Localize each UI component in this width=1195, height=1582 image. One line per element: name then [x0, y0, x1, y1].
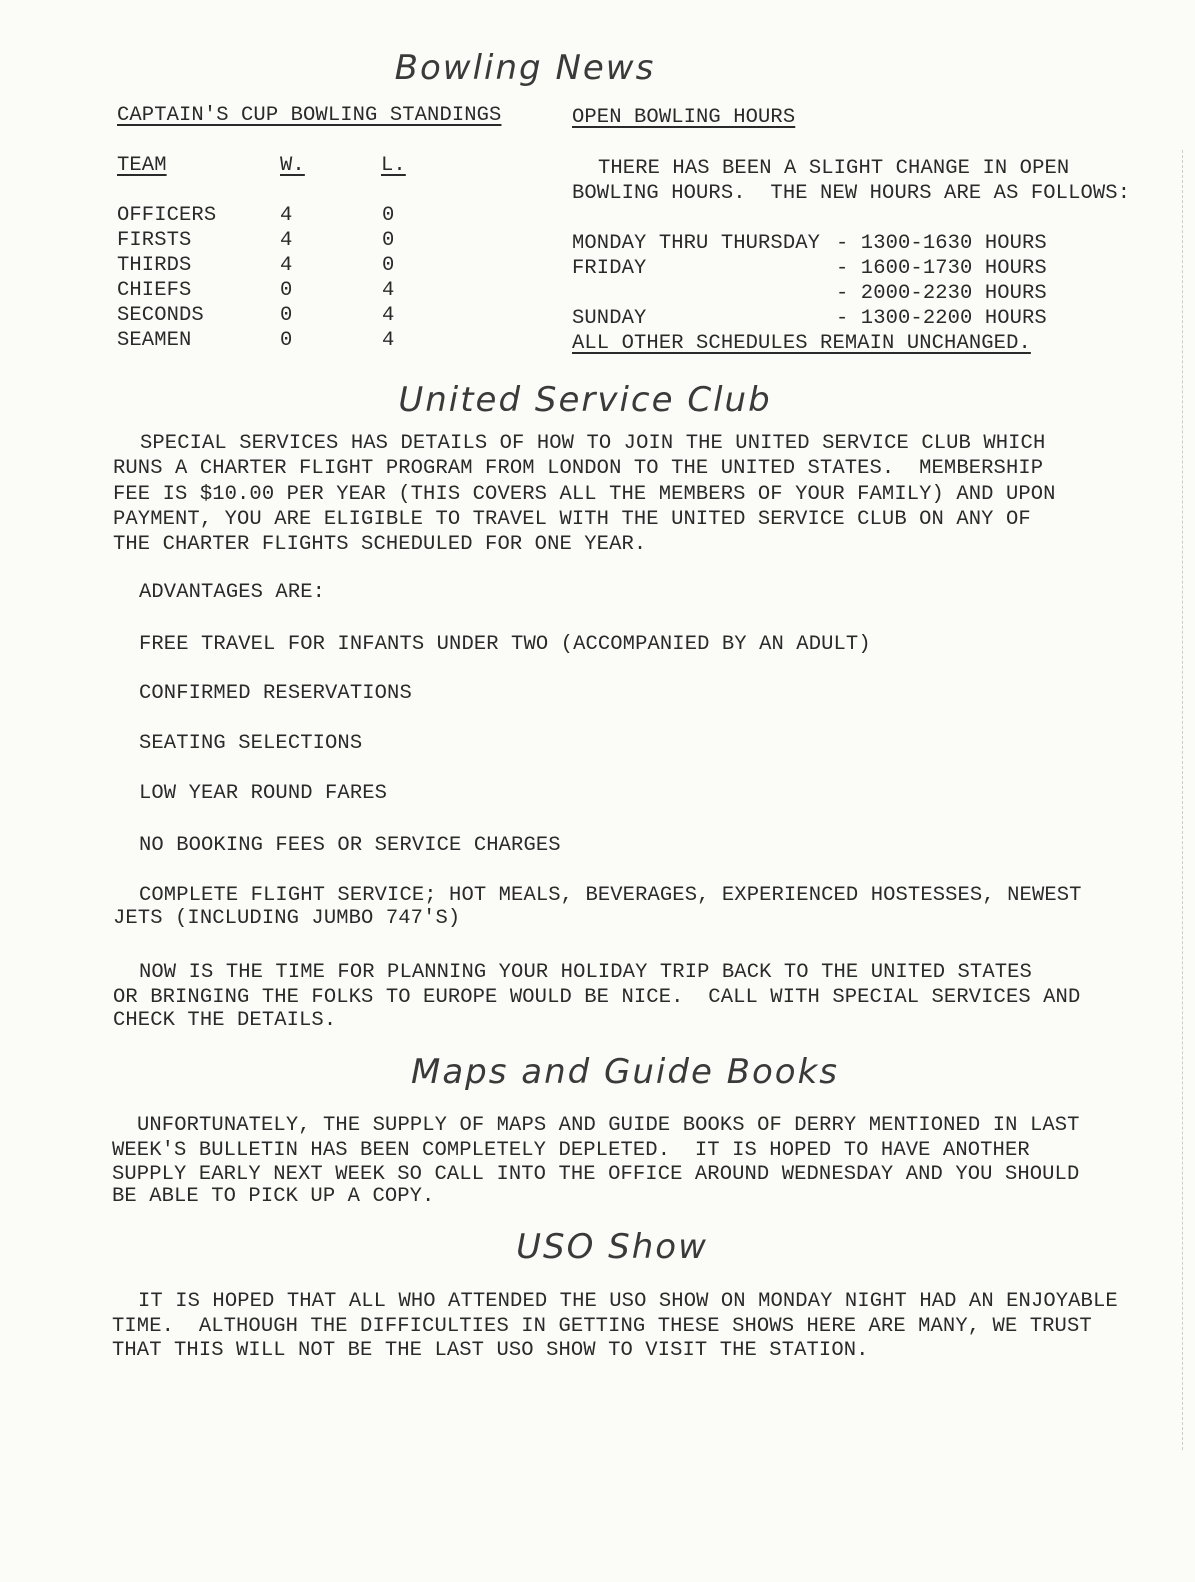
- usc-heading: United Service Club: [398, 380, 772, 420]
- losses: 0: [382, 229, 395, 252]
- standings-header: CAPTAIN'S CUP BOWLING STANDINGS: [117, 104, 502, 127]
- schedule-hours: - 1300-1630 HOURS: [836, 232, 1047, 255]
- maps-heading: Maps and Guide Books: [410, 1052, 840, 1092]
- wins: 4: [280, 229, 293, 252]
- advantage-item: SEATING SELECTIONS: [139, 732, 363, 755]
- uso-heading: USO Show: [516, 1227, 708, 1267]
- advantages-label: ADVANTAGES ARE:: [139, 581, 326, 604]
- wins: 0: [280, 304, 293, 327]
- usc-paragraph-line: PAYMENT, YOU ARE ELIGIBLE TO TRAVEL WITH THE UNITED SERVICE CLUB ON ANY OF: [113, 508, 1031, 531]
- schedule-hours: - 1600-1730 HOURS: [836, 257, 1047, 280]
- col-l: L.: [381, 154, 406, 177]
- hours-intro-line: THERE HAS BEEN A SLIGHT CHANGE IN OPEN: [598, 157, 1070, 180]
- advantage-item: FREE TRAVEL FOR INFANTS UNDER TWO (ACCOMPANIED BY AN ADULT): [139, 633, 871, 656]
- team: OFFICERS: [117, 204, 217, 227]
- maps-paragraph-line: UNFORTUNATELY, THE SUPPLY OF MAPS AND GUIDE BOOKS OF DERRY MENTIONED IN LAST: [137, 1114, 1080, 1137]
- flight-service-line: COMPLETE FLIGHT SERVICE; HOT MEALS, BEVERAGES, EXPERIENCED HOSTESSES, NEWEST: [139, 884, 1082, 907]
- usc-paragraph-line: RUNS A CHARTER FLIGHT PROGRAM FROM LONDON TO THE UNITED STATES. MEMBERSHIP: [113, 457, 1044, 480]
- usc-paragraph-line: THE CHARTER FLIGHTS SCHEDULED FOR ONE YEAR.: [113, 533, 647, 556]
- col-w: W.: [280, 154, 305, 177]
- flight-service-line: JETS (INCLUDING JUMBO 747'S): [113, 907, 461, 930]
- uso-paragraph-line: THAT THIS WILL NOT BE THE LAST USO SHOW TO VISIT THE STATION.: [112, 1339, 869, 1362]
- team: CHIEFS: [117, 279, 192, 302]
- losses: 0: [382, 254, 395, 277]
- bowling-news-heading: Bowling News: [394, 48, 656, 88]
- hours-intro-line: BOWLING HOURS. THE NEW HOURS ARE AS FOLLOWS:: [572, 182, 1131, 205]
- losses: 4: [382, 329, 395, 352]
- schedule-note: ALL OTHER SCHEDULES REMAIN UNCHANGED.: [572, 332, 1031, 355]
- usc-closing-line: CHECK THE DETAILS.: [113, 1009, 337, 1032]
- wins: 0: [280, 329, 293, 352]
- maps-paragraph-line: WEEK'S BULLETIN HAS BEEN COMPLETELY DEPLETED. IT IS HOPED TO HAVE ANOTHER: [112, 1139, 1030, 1162]
- usc-paragraph-line: SPECIAL SERVICES HAS DETAILS OF HOW TO JOIN THE UNITED SERVICE CLUB WHICH: [140, 432, 1046, 455]
- schedule-hours: - 1300-2200 HOURS: [836, 307, 1047, 330]
- losses: 4: [382, 304, 395, 327]
- usc-closing-line: OR BRINGING THE FOLKS TO EUROPE WOULD BE NICE. CALL WITH SPECIAL SERVICES AND: [113, 986, 1081, 1009]
- team: SEAMEN: [117, 329, 192, 352]
- uso-paragraph-line: TIME. ALTHOUGH THE DIFFICULTIES IN GETTING THESE SHOWS HERE ARE MANY, WE TRUST: [112, 1315, 1092, 1338]
- page-edge: [1181, 150, 1183, 1450]
- maps-paragraph-line: BE ABLE TO PICK UP A COPY.: [112, 1185, 435, 1208]
- team: FIRSTS: [117, 229, 192, 252]
- usc-closing-line: NOW IS THE TIME FOR PLANNING YOUR HOLIDAY TRIP BACK TO THE UNITED STATES: [139, 961, 1032, 984]
- col-team: TEAM: [117, 154, 167, 177]
- losses: 4: [382, 279, 395, 302]
- schedule-day: MONDAY THRU THURSDAY: [572, 232, 821, 255]
- schedule-day: SUNDAY: [572, 307, 647, 330]
- advantage-item: LOW YEAR ROUND FARES: [139, 782, 388, 805]
- maps-paragraph-line: SUPPLY EARLY NEXT WEEK SO CALL INTO THE OFFICE AROUND WEDNESDAY AND YOU SHOULD: [112, 1163, 1080, 1186]
- team: THIRDS: [117, 254, 192, 277]
- schedule-hours: - 2000-2230 HOURS: [836, 282, 1047, 305]
- advantage-item: CONFIRMED RESERVATIONS: [139, 682, 412, 705]
- hours-header: OPEN BOWLING HOURS: [572, 106, 796, 129]
- advantage-item: NO BOOKING FEES OR SERVICE CHARGES: [139, 834, 561, 857]
- losses: 0: [382, 204, 395, 227]
- usc-paragraph-line: FEE IS $10.00 PER YEAR (THIS COVERS ALL THE MEMBERS OF YOUR FAMILY) AND UPON: [113, 483, 1056, 506]
- team: SECONDS: [117, 304, 204, 327]
- wins: 4: [280, 204, 293, 227]
- uso-paragraph-line: IT IS HOPED THAT ALL WHO ATTENDED THE USO SHOW ON MONDAY NIGHT HAD AN ENJOYABLE: [138, 1290, 1118, 1313]
- wins: 0: [280, 279, 293, 302]
- wins: 4: [280, 254, 293, 277]
- schedule-day: FRIDAY: [572, 257, 647, 280]
